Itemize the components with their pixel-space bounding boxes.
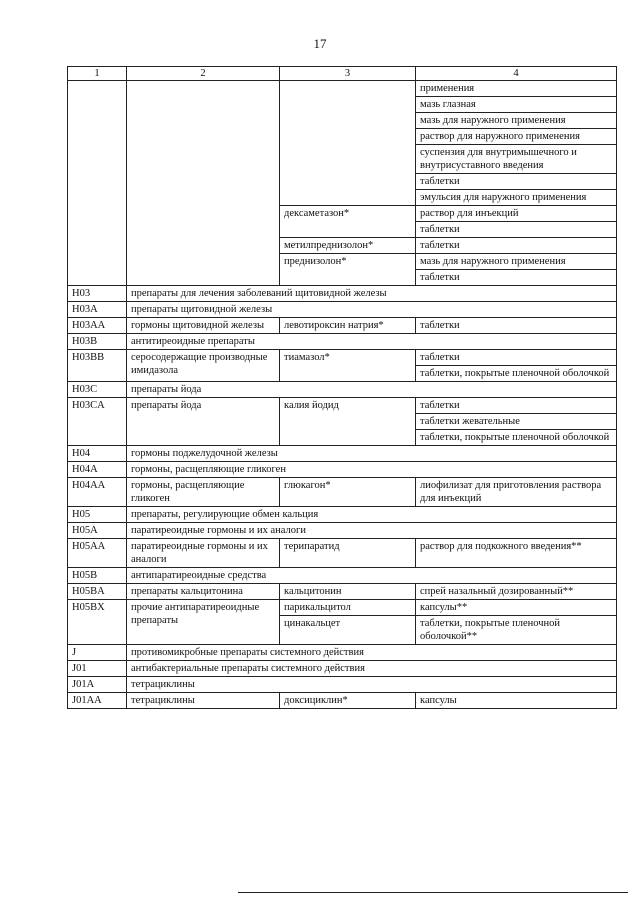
atc-code: H04A <box>68 462 127 478</box>
form-cell: таблетки жевательные <box>416 414 617 430</box>
table-row <box>68 81 617 97</box>
group-name: прочие антипаратиреоидные препараты <box>127 600 280 645</box>
table-row <box>68 334 617 350</box>
form-cell: таблетки, покрытые пленочной оболочкой** <box>416 616 617 645</box>
group-name: серосодержащие производные имидазола <box>127 350 280 382</box>
table-row <box>68 145 617 174</box>
group-name: тетрациклины <box>127 693 280 709</box>
atc-code: H05 <box>68 507 127 523</box>
table-row <box>68 398 617 414</box>
table-row <box>68 584 617 600</box>
table-row <box>68 600 617 616</box>
table-row <box>68 238 617 254</box>
table-header-row <box>68 67 617 81</box>
group-name: препараты йода <box>127 398 280 446</box>
form-cell: применения <box>416 81 617 97</box>
group-name: препараты, регулирующие обмен кальция <box>127 507 617 523</box>
group-name: паратиреоидные гормоны и их аналоги <box>127 539 280 568</box>
group-name: антибактериальные препараты системного действия <box>127 661 617 677</box>
form-cell: таблетки <box>416 238 617 254</box>
form-cell: спрей назальный дозированный** <box>416 584 617 600</box>
header-col-3: 3 <box>280 67 416 81</box>
table-row <box>68 350 617 366</box>
table-row <box>68 286 617 302</box>
atc-code: H03A <box>68 302 127 318</box>
drug-cell: калия йодид <box>280 398 416 446</box>
atc-code: H05A <box>68 523 127 539</box>
group-name: препараты кальцитонина <box>127 584 280 600</box>
form-cell: эмульсия для наружного применения <box>416 190 617 206</box>
form-cell: мазь для наружного применения <box>416 254 617 270</box>
drug-cell: дексаметазон* <box>280 206 416 238</box>
drug-cell: терипаратид <box>280 539 416 568</box>
table-row <box>68 97 617 113</box>
group-name: гормоны щитовидной железы <box>127 318 280 334</box>
page-number: 17 <box>313 36 327 51</box>
atc-code: H03CA <box>68 398 127 446</box>
form-cell: раствор для наружного применения <box>416 129 617 145</box>
form-cell: лиофилизат для приготовления раствора для инъекций <box>416 478 617 507</box>
table-row <box>68 113 617 129</box>
table-row <box>68 206 617 222</box>
form-cell: таблетки, покрытые пленочной оболочкой <box>416 430 617 446</box>
table-row <box>68 318 617 334</box>
table-row <box>68 523 617 539</box>
drug-cell: кальцитонин <box>280 584 416 600</box>
table-row <box>68 478 617 507</box>
form-cell: таблетки <box>416 222 617 238</box>
atc-code: J01 <box>68 661 127 677</box>
medicines-table <box>67 66 617 709</box>
table-row <box>68 129 617 145</box>
form-cell: таблетки, покрытые пленочной оболочкой <box>416 366 617 382</box>
atc-code: H03 <box>68 286 127 302</box>
group-name: гормоны, расщепляющие гликоген <box>127 462 617 478</box>
form-cell: раствор для подкожного введения** <box>416 539 617 568</box>
group-name: гормоны поджелудочной железы <box>127 446 617 462</box>
form-cell: капсулы** <box>416 600 617 616</box>
drug-cell: преднизолон* <box>280 254 416 286</box>
atc-code: H05BA <box>68 584 127 600</box>
form-cell: таблетки <box>416 350 617 366</box>
atc-code: H04AA <box>68 478 127 507</box>
table-row <box>68 568 617 584</box>
header-col-4: 4 <box>416 67 617 81</box>
form-cell: мазь для наружного применения <box>416 113 617 129</box>
table-row <box>68 539 617 568</box>
form-cell: суспензия для внутримышечного и внутрисуставного введения <box>416 145 617 174</box>
atc-code: H03B <box>68 334 127 350</box>
atc-code: H03AA <box>68 318 127 334</box>
form-cell: таблетки <box>416 398 617 414</box>
group-name: противомикробные препараты системного действия <box>127 645 617 661</box>
atc-code: J <box>68 645 127 661</box>
group-name: антитиреоидные препараты <box>127 334 617 350</box>
group-name: препараты для лечения заболеваний щитовидной железы <box>127 286 617 302</box>
group-name: препараты щитовидной железы <box>127 302 617 318</box>
table-row <box>68 174 617 190</box>
drug-cell: парикальцитол <box>280 600 416 616</box>
atc-code: H04 <box>68 446 127 462</box>
bottom-rule <box>238 892 628 893</box>
table-row <box>68 302 617 318</box>
form-cell: таблетки <box>416 174 617 190</box>
group-name: тетрациклины <box>127 677 617 693</box>
table-row <box>68 462 617 478</box>
drug-cell: метилпреднизолон* <box>280 238 416 254</box>
table-row <box>68 645 617 661</box>
atc-code: H05BX <box>68 600 127 645</box>
drug-cell: левотироксин натрия* <box>280 318 416 334</box>
group-name: паратиреоидные гормоны и их аналоги <box>127 523 617 539</box>
drug-cell: цинакальцет <box>280 616 416 645</box>
table-row <box>68 693 617 709</box>
form-cell: таблетки <box>416 270 617 286</box>
table-row <box>68 661 617 677</box>
table-row <box>68 677 617 693</box>
atc-code: H05AA <box>68 539 127 568</box>
drug-cell: доксициклин* <box>280 693 416 709</box>
group-name: гормоны, расщепляющие гликоген <box>127 478 280 507</box>
form-cell: таблетки <box>416 318 617 334</box>
drug-cell: глюкагон* <box>280 478 416 507</box>
table-row <box>68 190 617 206</box>
table-row <box>68 507 617 523</box>
header-col-2: 2 <box>127 67 280 81</box>
atc-code: H05B <box>68 568 127 584</box>
table-row <box>68 382 617 398</box>
atc-code: H03C <box>68 382 127 398</box>
atc-code: J01A <box>68 677 127 693</box>
drug-cell: тиамазол* <box>280 350 416 382</box>
atc-code: J01AA <box>68 693 127 709</box>
form-cell: раствор для инъекций <box>416 206 617 222</box>
form-cell: капсулы <box>416 693 617 709</box>
group-name: препараты йода <box>127 382 617 398</box>
table-row <box>68 254 617 270</box>
group-name: антипаратиреоидные средства <box>127 568 617 584</box>
header-col-1: 1 <box>68 67 127 81</box>
atc-code: H03BB <box>68 350 127 382</box>
form-cell: мазь глазная <box>416 97 617 113</box>
table-row <box>68 446 617 462</box>
